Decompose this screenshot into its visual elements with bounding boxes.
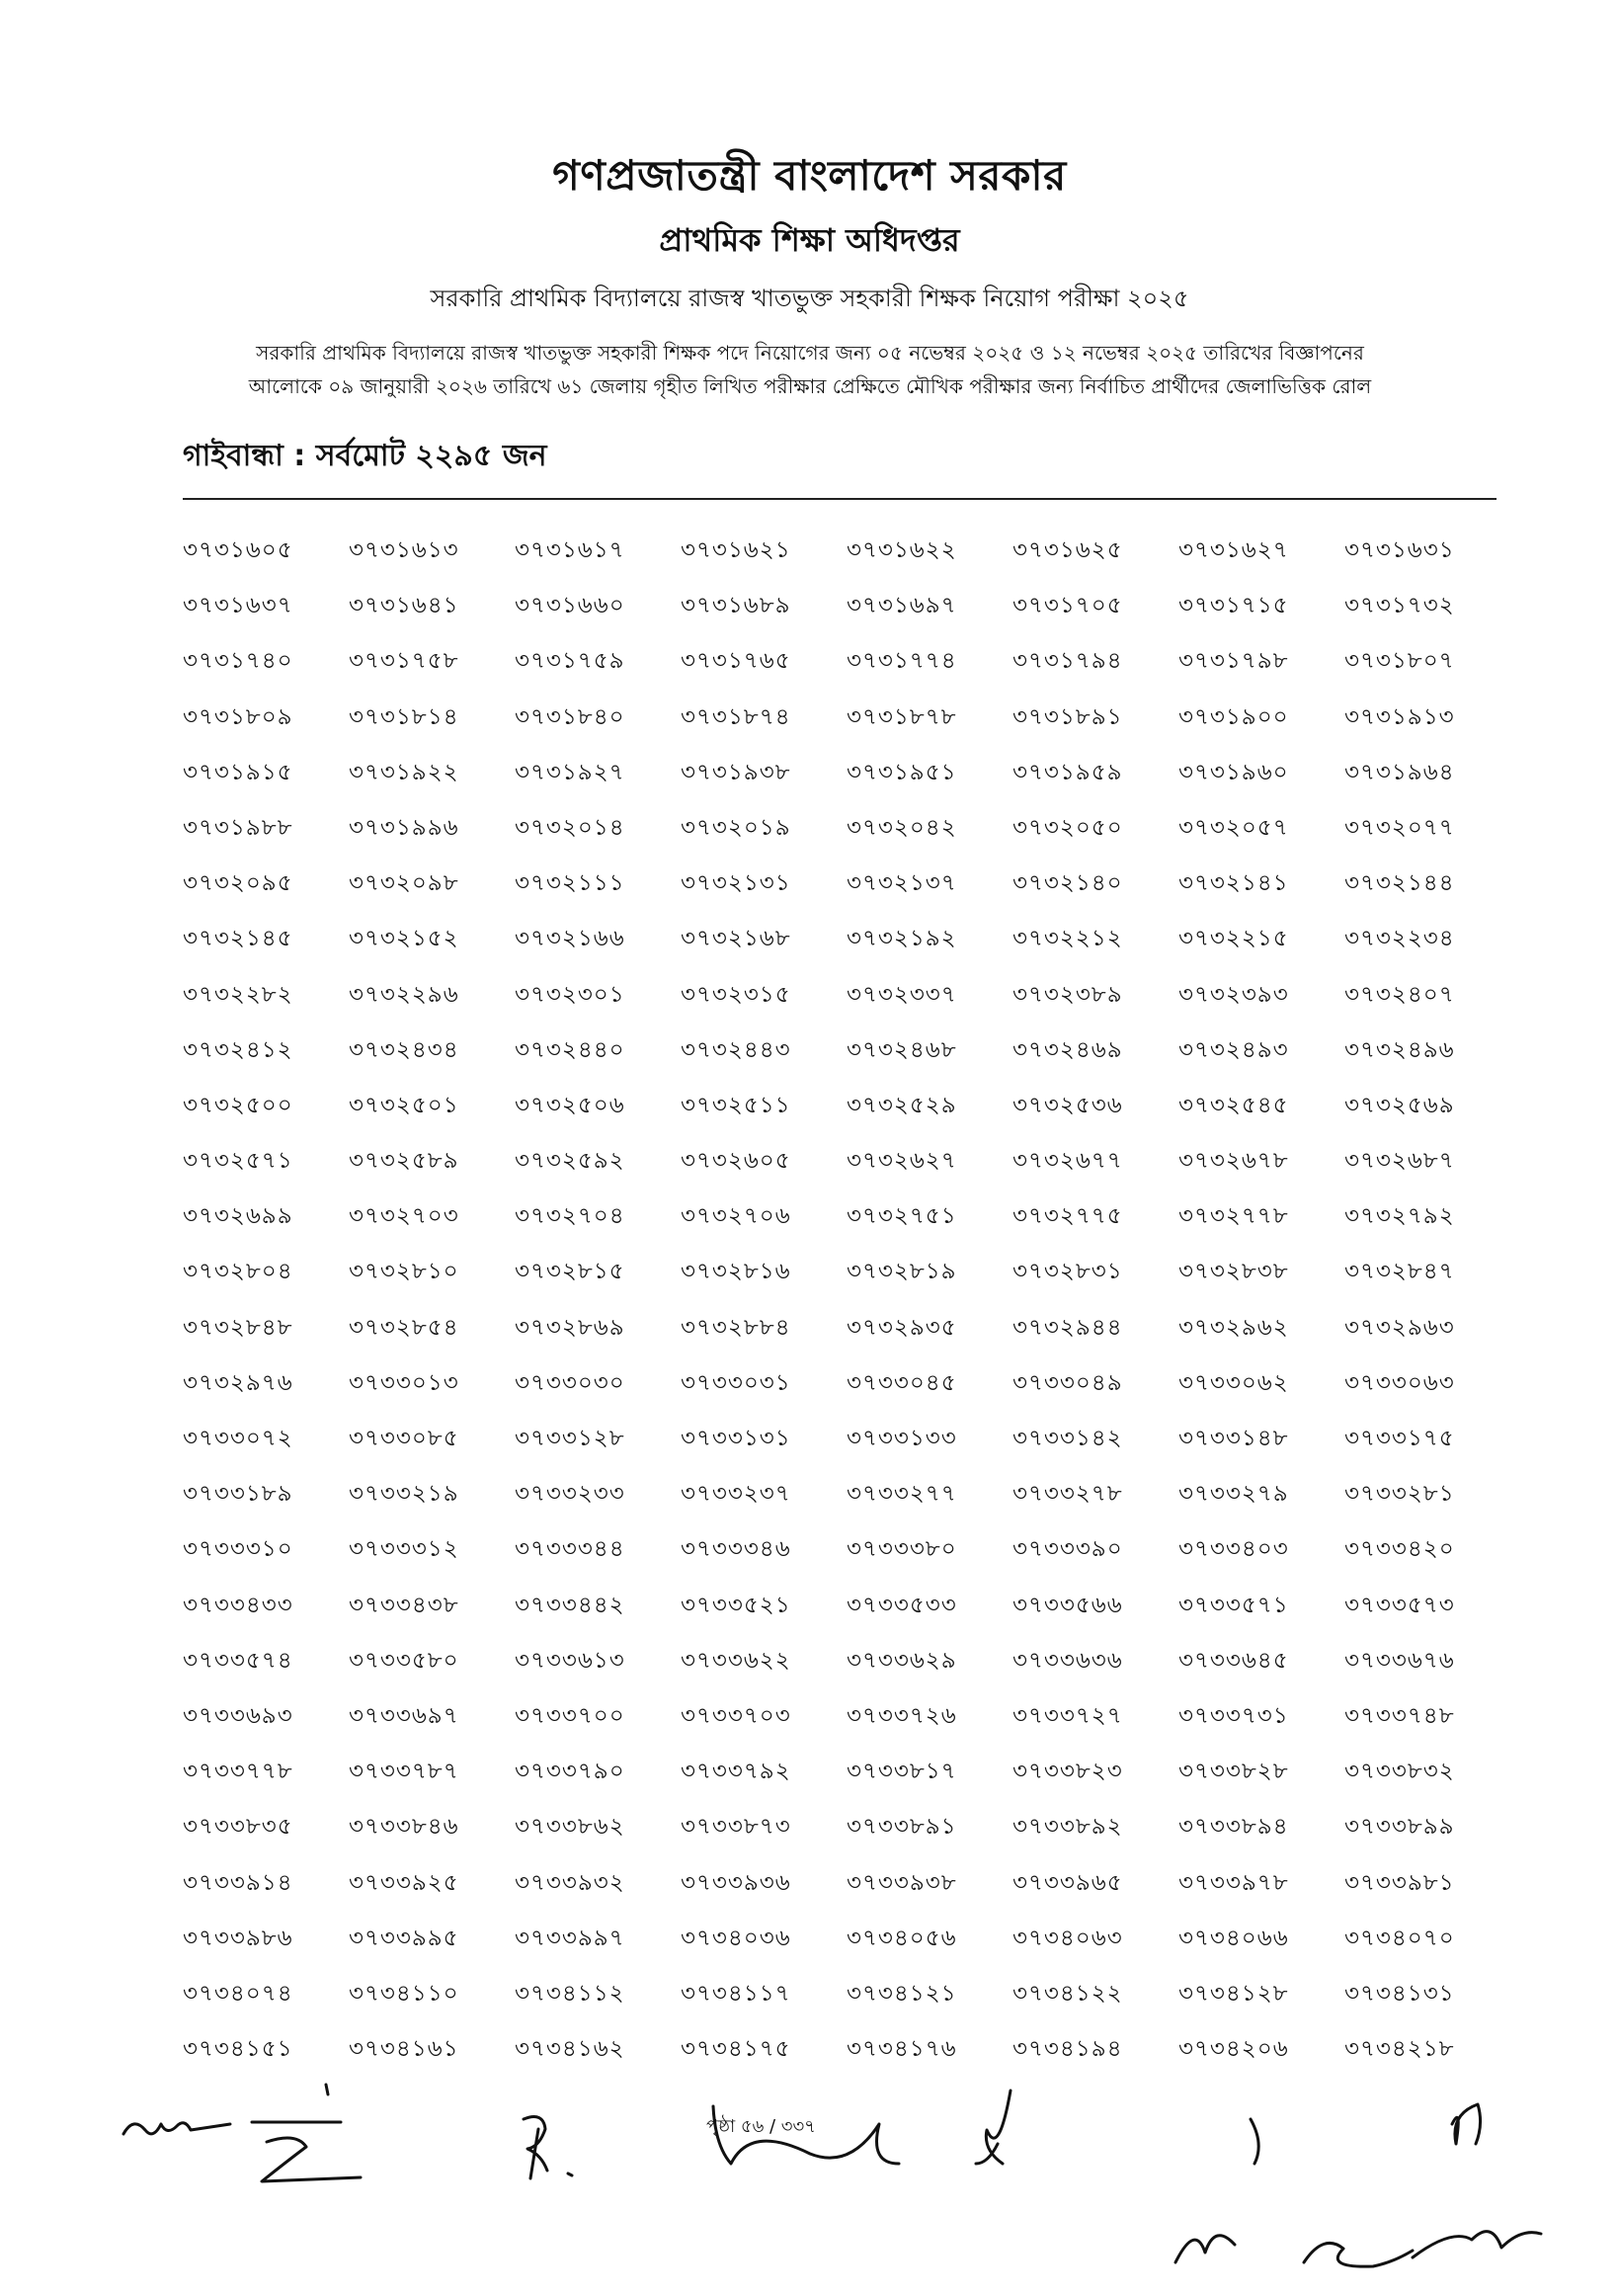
roll-number: ৩৭৩১৬৮৯ — [681, 593, 791, 619]
government-title: গণপ্রজাতন্ত্রী বাংলাদেশ সরকার — [552, 151, 1067, 200]
signature-5 — [976, 2091, 1011, 2164]
roll-number: ৩৭৩৩৯১৪ — [183, 1869, 293, 1896]
roll-number: ৩৭৩৩৭৪৮ — [1344, 1702, 1455, 1729]
roll-number: ৩৭৩৪০৬৩ — [1012, 1925, 1123, 1951]
roll-number: ৩৭৩১৮৭৮ — [847, 703, 957, 730]
roll-number: ৩৭৩৩২৮১ — [1344, 1481, 1455, 1508]
roll-number: ৩৭৩৩৮৩২ — [1344, 1759, 1455, 1785]
roll-number: ৩৭৩২১৪১ — [1178, 870, 1289, 897]
roll-number: ৩৭৩২৪৬৮ — [847, 1036, 957, 1063]
roll-number: ৩৭৩৪০৩৬ — [681, 1925, 791, 1951]
roll-number: ৩৭৩১৯৬০ — [1178, 759, 1289, 785]
roll-number: ৩৭৩৩৭৯০ — [515, 1759, 625, 1785]
roll-number: ৩৭৩৪১৭৬ — [847, 2036, 957, 2063]
roll-number: ৩৭৩৩১২৮ — [515, 1426, 625, 1451]
roll-number: ৩৭৩২৮৬৯ — [515, 1314, 625, 1341]
roll-number: ৩৭৩৩১৪২ — [1012, 1426, 1123, 1451]
roll-number: ৩৭৩১৬৩৭ — [183, 593, 293, 619]
roll-number: ৩৭৩৪১১২ — [515, 1980, 625, 2007]
roll-number: ৩৭৩৩৫৭১ — [1178, 1592, 1289, 1618]
roll-number: ৩৭৩২৯৬২ — [1178, 1314, 1289, 1341]
page-number: পৃষ্ঠা ৫৬ / ৩৩৭ — [706, 2116, 816, 2137]
roll-number: ৩৭৩৩৮৯৯ — [1344, 1814, 1455, 1841]
roll-number: ৩৭৩২১৪৫ — [183, 926, 293, 952]
roll-number: ৩৭৩২৪৯৩ — [1178, 1036, 1289, 1063]
district-heading: গাইবান্ধা : সর্বমোট ২২৯৫ জন — [183, 439, 547, 473]
roll-number: ৩৭৩২৬৭৭ — [1012, 1148, 1123, 1175]
roll-number: ৩৭৩১৯২২ — [349, 759, 459, 785]
roll-number: ৩৭৩৩৮৪৬ — [349, 1814, 459, 1841]
roll-number: ৩৭৩৩৬৯৩ — [183, 1702, 293, 1729]
roll-number: ৩৭৩২৮১০ — [349, 1259, 459, 1285]
roll-number: ৩৭৩২৫০০ — [183, 1092, 293, 1118]
roll-number: ৩৭৩৩৩৮০ — [847, 1536, 957, 1563]
roll-number: ৩৭৩৩০৩০ — [515, 1369, 625, 1396]
roll-number: ৩৭৩৩৫৬৬ — [1012, 1592, 1123, 1618]
roll-number: ৩৭৩৩৮১৭ — [847, 1759, 957, 1785]
roll-number: ৩৭৩২৮১৯ — [847, 1259, 957, 1285]
roll-number: ৩৭৩২৪১২ — [183, 1036, 293, 1063]
roll-number: ৩৭৩৩৪০৩ — [1178, 1536, 1289, 1563]
roll-number: ৩৭৩৩৫৭৪ — [183, 1647, 293, 1674]
heading-divider — [183, 498, 1497, 500]
roll-number: ৩৭৩২৫৭১ — [183, 1148, 293, 1175]
roll-number: ৩৭৩১৭৫৮ — [349, 648, 459, 675]
roll-number: ৩৭৩৩৭৭৮ — [183, 1759, 293, 1785]
roll-number: ৩৭৩২৭৭৫ — [1012, 1203, 1123, 1230]
roll-number: ৩৭৩২৩০১ — [515, 981, 625, 1008]
roll-number: ৩৭৩২০৪২ — [847, 814, 957, 841]
roll-number: ৩৭৩৩৩৪৬ — [681, 1536, 791, 1563]
roll-number: ৩৭৩২৫২৯ — [847, 1092, 957, 1118]
roll-number: ৩৭৩৩৭৮৭ — [349, 1759, 459, 1785]
roll-number: ৩৭৩২০৯৫ — [183, 870, 293, 897]
roll-number: ৩৭৩২১৯২ — [847, 926, 957, 952]
roll-number: ৩৭৩২১৩১ — [681, 870, 791, 897]
roll-number: ৩৭৩২৪৬৯ — [1012, 1036, 1123, 1063]
roll-number: ৩৭৩১৭৯৪ — [1012, 648, 1123, 675]
roll-number: ৩৭৩৩৯৮৬ — [183, 1925, 293, 1951]
roll-number: ৩৭৩২৫৯২ — [515, 1148, 625, 1175]
roll-number: ৩৭৩১৬২৭ — [1178, 537, 1289, 563]
roll-number-grid — [183, 532, 1511, 2086]
roll-number: ৩৭৩৩৯৮১ — [1344, 1869, 1455, 1896]
roll-number: ৩৭৩৩০৩১ — [681, 1369, 791, 1396]
roll-number: ৩৭৩২৩৮৯ — [1012, 981, 1123, 1008]
roll-number: ৩৭৩৩০৮৫ — [349, 1426, 459, 1451]
roll-number: ৩৭৩৩৬৭৬ — [1344, 1647, 1455, 1674]
roll-number: ৩৭৩২০৫৭ — [1178, 814, 1289, 841]
roll-number: ৩৭৩৩৭৯২ — [681, 1759, 791, 1785]
roll-number: ৩৭৩১৭৩২ — [1344, 593, 1455, 619]
roll-number: ৩৭৩৩৭২৭ — [1012, 1702, 1123, 1729]
roll-number: ৩৭৩৩৭২৬ — [847, 1702, 957, 1729]
roll-number: ৩৭৩২৮১৫ — [515, 1259, 625, 1285]
roll-number: ৩৭৩১৮৯১ — [1012, 703, 1123, 730]
roll-number: ৩৭৩৩৮২৮ — [1178, 1759, 1289, 1785]
roll-number: ৩৭৩২৯৬৩ — [1344, 1314, 1455, 1341]
roll-number: ৩৭৩২৫০৬ — [515, 1092, 625, 1118]
roll-number: ৩৭৩১৬১৭ — [515, 537, 625, 563]
roll-number: ৩৭৩২৮০৪ — [183, 1259, 293, 1285]
roll-number: ৩৭৩১৬৪১ — [349, 593, 459, 619]
roll-number: ৩৭৩৪১২১ — [847, 1980, 957, 2007]
roll-number: ৩৭৩২৮৪৮ — [183, 1314, 293, 1341]
roll-number: ৩৭৩২৮৫৪ — [349, 1314, 459, 1341]
roll-number: ৩৭৩৩০৬৩ — [1344, 1369, 1455, 1396]
roll-number: ৩৭৩২১৬৮ — [681, 926, 791, 952]
roll-number: ৩৭৩৩৮৬২ — [515, 1814, 625, 1841]
roll-number: ৩৭৩১৮৭৪ — [681, 703, 791, 730]
roll-number: ৩৭৩৩৩৯০ — [1012, 1536, 1123, 1563]
roll-number: ৩৭৩৪১৭৫ — [681, 2036, 791, 2063]
roll-number: ৩৭৩৩৯৬৫ — [1012, 1869, 1123, 1896]
roll-number: ৩৭৩৪১২৮ — [1178, 1980, 1289, 2007]
roll-number: ৩৭৩১৬৩১ — [1344, 537, 1455, 563]
roll-number: ৩৭৩১৯০০ — [1178, 703, 1289, 730]
roll-number: ৩৭৩১৬২২ — [847, 537, 957, 563]
roll-number: ৩৭৩২২৩৪ — [1344, 926, 1455, 952]
roll-number: ৩৭৩৩৮৭৩ — [681, 1814, 791, 1841]
roll-number: ৩৭৩২৯৩৫ — [847, 1314, 957, 1341]
roll-number: ৩৭৩২৬০৫ — [681, 1148, 791, 1175]
roll-number: ৩৭৩১৭৪০ — [183, 648, 293, 675]
roll-number: ৩৭৩৩৩১০ — [183, 1536, 293, 1563]
roll-number: ৩৭৩৩৫৭৩ — [1344, 1592, 1455, 1618]
roll-number: ৩৭৩২৫৩৬ — [1012, 1092, 1123, 1118]
roll-number: ৩৭৩৩২৩৩ — [515, 1481, 625, 1508]
roll-number: ৩৭৩৩০৭২ — [183, 1426, 293, 1451]
roll-number: ৩৭৩৩৪৩৮ — [349, 1592, 459, 1618]
roll-number: ৩৭৩৪০৬৬ — [1178, 1925, 1289, 1951]
roll-number: ৩৭৩৩৯৯৫ — [349, 1925, 459, 1951]
roll-number: ৩৭৩১৭৫৯ — [515, 648, 625, 675]
roll-number: ৩৭৩৩৯৩৮ — [847, 1869, 957, 1896]
roll-number: ৩৭৩৩৩১২ — [349, 1536, 459, 1563]
roll-number: ৩৭৩২৬৭৮ — [1178, 1148, 1289, 1175]
roll-number: ৩৭৩২৮১৬ — [681, 1259, 791, 1285]
roll-number: ৩৭৩৪০৫৬ — [847, 1925, 957, 1951]
roll-number: ৩৭৩২৫১১ — [681, 1092, 791, 1118]
roll-number: ৩৭৩১৬২৫ — [1012, 537, 1123, 563]
roll-number: ৩৭৩২১৫২ — [349, 926, 459, 952]
roll-number: ৩৭৩৪২০৬ — [1178, 2036, 1289, 2063]
roll-number: ৩৭৩১৬৬০ — [515, 593, 625, 619]
roll-number: ৩৭৩২০৫০ — [1012, 814, 1123, 841]
roll-number: ৩৭৩৪২১৮ — [1344, 2036, 1455, 2063]
roll-number: ৩৭৩২৫০১ — [349, 1092, 459, 1118]
roll-number: ৩৭৩২৮৩৮ — [1178, 1259, 1289, 1285]
roll-number: ৩৭৩৪১৩১ — [1344, 1980, 1455, 2007]
roll-number: ৩৭৩২০৯৮ — [349, 870, 459, 897]
signature-3 — [524, 2117, 572, 2178]
roll-number: ৩৭৩১৬৯৭ — [847, 593, 957, 619]
roll-number: ৩৭৩৩২৭৯ — [1178, 1481, 1289, 1508]
roll-number: ৩৭৩২৯৪৪ — [1012, 1314, 1123, 1341]
signature-1 — [123, 2123, 230, 2134]
roll-number: ৩৭৩৩৫২১ — [681, 1592, 791, 1618]
roll-number: ৩৭৩৩০৪৯ — [1012, 1369, 1123, 1396]
roll-number: ৩৭৩৩২৩৭ — [681, 1481, 791, 1508]
roll-number: ৩৭৩২২১২ — [1012, 926, 1123, 952]
roll-number: ৩৭৩৩৯৭৮ — [1178, 1869, 1289, 1896]
roll-number: ৩৭৩২১৪০ — [1012, 870, 1123, 897]
roll-number: ৩৭৩১৭৬৫ — [681, 648, 791, 675]
roll-number: ৩৭৩২২৮২ — [183, 981, 293, 1008]
roll-number: ৩৭৩১৭১৫ — [1178, 593, 1289, 619]
roll-number: ৩৭৩২৮৮৪ — [681, 1314, 791, 1341]
roll-number: ৩৭৩২৮৩১ — [1012, 1259, 1123, 1285]
roll-number: ৩৭৩১৯৫৯ — [1012, 759, 1123, 785]
roll-number: ৩৭৩৩৯২৫ — [349, 1869, 459, 1896]
roll-number: ৩৭৩১৯৬৪ — [1344, 759, 1455, 785]
roll-number: ৩৭৩৩৭০৩ — [681, 1702, 791, 1729]
signature-6 — [1175, 2119, 1258, 2262]
roll-number: ৩৭৩১৬১৩ — [349, 537, 459, 563]
roll-number: ৩৭৩৩০৪৫ — [847, 1369, 957, 1396]
roll-number: ৩৭৩৩০৬২ — [1178, 1369, 1289, 1396]
roll-number: ৩৭৩৪১৫১ — [183, 2036, 293, 2063]
roll-number: ৩৭৩৩১৮৯ — [183, 1481, 293, 1508]
roll-number: ৩৭৩২৫৬৯ — [1344, 1092, 1455, 1118]
roll-number: ৩৭৩৩৬৯৭ — [349, 1702, 459, 1729]
description-line-2: আলোকে ০৯ জানুয়ারী ২০২৬ তারিখে ৬১ জেলায় গৃহীত লিখিত পরীক্ষার প্রেক্ষিতে মৌখিক পরীক্ষার জন্য নির্বাচিত প্রার্থীদের জেলাভিত্তিক রোল — [248, 374, 1372, 398]
roll-number: ৩৭৩১৬০৫ — [183, 537, 293, 563]
roll-number: ৩৭৩৩৯৯৭ — [515, 1925, 625, 1951]
roll-number: ৩৭৩৪১৬২ — [515, 2036, 625, 2063]
roll-number: ৩৭৩২৭৯২ — [1344, 1203, 1455, 1230]
roll-number: ৩৭৩২৭৭৮ — [1178, 1203, 1289, 1230]
roll-number: ৩৭৩৩১৩১ — [681, 1426, 791, 1451]
roll-number: ৩৭৩৩৬২৯ — [847, 1647, 957, 1674]
exam-title: সরকারি প্রাথমিক বিদ্যালয়ে রাজস্ব খাতভুক্ত সহকারী শিক্ষক নিয়োগ পরীক্ষা ২০২৫ — [430, 285, 1189, 312]
roll-number: ৩৭৩১৭৭৪ — [847, 648, 957, 675]
directorate-title: প্রাথমিক শিক্ষা অধিদপ্তর — [659, 221, 960, 259]
roll-number: ৩৭৩২৭০৪ — [515, 1203, 625, 1230]
roll-number: ৩৭৩৩২৭৭ — [847, 1481, 957, 1508]
roll-number: ৩৭৩৩৭০০ — [515, 1702, 625, 1729]
roll-number: ৩৭৩১৯১৩ — [1344, 703, 1455, 730]
roll-number: ৩৭৩৩৮৯১ — [847, 1814, 957, 1841]
roll-number: ৩৭৩২৬২৭ — [847, 1148, 957, 1175]
roll-number: ৩৭৩৪১৬১ — [349, 2036, 459, 2063]
roll-number: ৩৭৩২৪০৭ — [1344, 981, 1455, 1008]
signature-8 — [1413, 2104, 1541, 2257]
roll-number: ৩৭৩৩৩৪৪ — [515, 1536, 625, 1563]
roll-number: ৩৭৩২৪৩৪ — [349, 1036, 459, 1063]
roll-number: ৩৭৩৩১৭৫ — [1344, 1426, 1455, 1451]
roll-number: ৩৭৩৩৫৩৩ — [847, 1592, 957, 1618]
roll-number: ৩৭৩১৯৫১ — [847, 759, 957, 785]
roll-number: ৩৭৩৩৬১৩ — [515, 1647, 625, 1674]
signature-7 — [1304, 2243, 1413, 2266]
roll-number: ৩৭৩২৩৯৩ — [1178, 981, 1289, 1008]
roll-number: ৩৭৩৩৯৩৬ — [681, 1869, 791, 1896]
roll-number: ৩৭৩৪১১০ — [349, 1980, 459, 2007]
roll-number: ৩৭৩২০৭৭ — [1344, 814, 1455, 841]
roll-number: ৩৭৩২০১৪ — [515, 814, 625, 841]
roll-number: ৩৭৩২৪৪০ — [515, 1036, 625, 1063]
roll-number: ৩৭৩৪১১৭ — [681, 1980, 791, 2007]
roll-number: ৩৭৩২২৯৬ — [349, 981, 459, 1008]
roll-number: ৩৭৩১৭০৫ — [1012, 593, 1123, 619]
roll-number: ৩৭৩২১৬৬ — [515, 926, 625, 952]
roll-number: ৩৭৩৪১৯৪ — [1012, 2036, 1123, 2063]
roll-number: ৩৭৩২৫৮৯ — [349, 1148, 459, 1175]
roll-number: ৩৭৩৩৫৮০ — [349, 1647, 459, 1674]
roll-number: ৩৭৩২৭০৬ — [681, 1203, 791, 1230]
roll-number: ৩৭৩৩১৩৩ — [847, 1426, 957, 1451]
roll-number: ৩৭৩২৪৪৩ — [681, 1036, 791, 1063]
roll-number: ৩৭৩২৭৫১ — [847, 1203, 957, 1230]
roll-number: ৩৭৩৩৪৪২ — [515, 1592, 625, 1618]
roll-number: ৩৭৩৩২৭৮ — [1012, 1481, 1123, 1508]
roll-number: ৩৭৩১৮১৪ — [349, 703, 459, 730]
roll-number: ৩৭৩১৮০৭ — [1344, 648, 1455, 675]
roll-number: ৩৭৩২৬৮৭ — [1344, 1148, 1455, 1175]
roll-number: ৩৭৩২৬৯৯ — [183, 1203, 293, 1230]
roll-number: ৩৭৩১৯২৭ — [515, 759, 625, 785]
roll-number: ৩৭৩১৭৯৮ — [1178, 648, 1289, 675]
signatures — [0, 2065, 1619, 2296]
description-line-1: সরকারি প্রাথমিক বিদ্যালয়ে রাজস্ব খাতভুক্ত সহকারী শিক্ষক পদে নিয়োগের জন্য ০৫ নভেম্বর ২০২৫ ও ১২ নভেম্বর ২০২৫ তারিখের বিজ্ঞাপনের — [256, 341, 1364, 365]
roll-number: ৩৭৩২১১১ — [515, 870, 625, 897]
roll-number: ৩৭৩৩১৪৮ — [1178, 1426, 1289, 1451]
roll-number: ৩৭৩২১৪৪ — [1344, 870, 1455, 897]
roll-number: ৩৭৩২৩১৫ — [681, 981, 791, 1008]
roll-number: ৩৭৩১৮০৯ — [183, 703, 293, 730]
roll-number: ৩৭৩৩৯৩২ — [515, 1869, 625, 1896]
roll-number: ৩৭৩৩৬৪৫ — [1178, 1647, 1289, 1674]
roll-number: ৩৭৩৩২১৯ — [349, 1481, 459, 1508]
signature-2 — [252, 2085, 361, 2181]
roll-number: ৩৭৩১৯১৫ — [183, 759, 293, 785]
roll-number: ৩৭৩২৭০৩ — [349, 1203, 459, 1230]
roll-number: ৩৭৩৪১২২ — [1012, 1980, 1123, 2007]
roll-number: ৩৭৩৩৪৩৩ — [183, 1592, 293, 1618]
roll-number: ৩৭৩৩৬৩৬ — [1012, 1647, 1123, 1674]
roll-number: ৩৭৩২৪৯৬ — [1344, 1036, 1455, 1063]
roll-number: ৩৭৩১৯৯৬ — [349, 814, 459, 841]
roll-number: ৩৭৩১৮৪০ — [515, 703, 625, 730]
roll-number: ৩৭৩৩৬২২ — [681, 1647, 791, 1674]
roll-number: ৩৭৩৩৮৯২ — [1012, 1814, 1123, 1841]
roll-number: ৩৭৩২১৩৭ — [847, 870, 957, 897]
roll-number: ৩৭৩৩৮২৩ — [1012, 1759, 1123, 1785]
roll-number: ৩৭৩১৯৩৮ — [681, 759, 791, 785]
roll-number: ৩৭৩৪০৭৪ — [183, 1980, 293, 2007]
roll-number: ৩৭৩৪০৭০ — [1344, 1925, 1455, 1951]
roll-number: ৩৭৩২০১৯ — [681, 814, 791, 841]
roll-number: ৩৭৩৩৮৯৪ — [1178, 1814, 1289, 1841]
roll-number: ৩৭৩৩৮৩৫ — [183, 1814, 293, 1841]
roll-number: ৩৭৩২৫৪৫ — [1178, 1092, 1289, 1118]
roll-number: ৩৭৩১৯৮৮ — [183, 814, 293, 841]
roll-number: ৩৭৩৩০১৩ — [349, 1369, 459, 1396]
roll-number: ৩৭৩২৯৭৬ — [183, 1369, 293, 1396]
roll-number: ৩৭৩৩৪২০ — [1344, 1536, 1455, 1563]
roll-number: ৩৭৩২২১৫ — [1178, 926, 1289, 952]
roll-number: ৩৭৩২৮৪৭ — [1344, 1259, 1455, 1285]
roll-number: ৩৭৩২৩৩৭ — [847, 981, 957, 1008]
roll-number: ৩৭৩৩৭৩১ — [1178, 1702, 1289, 1729]
description — [119, 336, 1501, 403]
roll-number: ৩৭৩১৬২১ — [681, 537, 791, 563]
